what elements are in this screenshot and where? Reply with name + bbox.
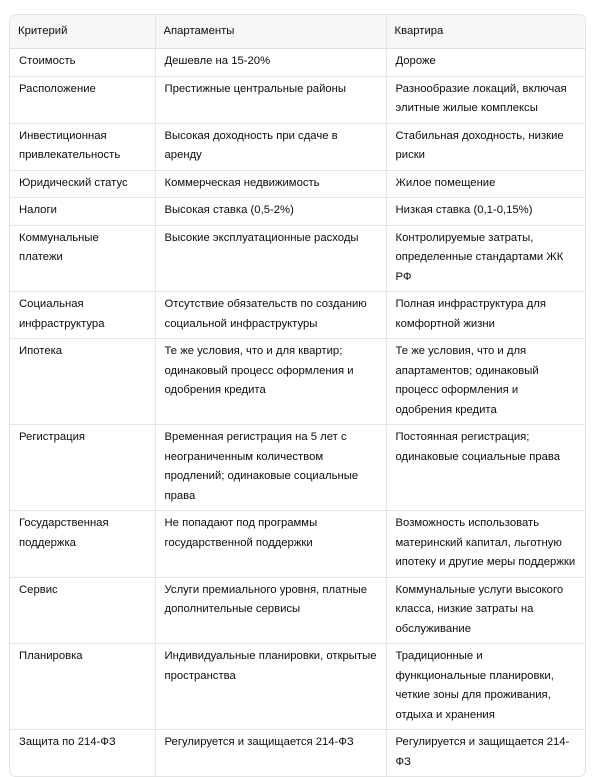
apartments-cell: Индивидуальные планировки, открытые пространства bbox=[155, 644, 386, 730]
criterion-cell: Коммунальные платежи bbox=[10, 225, 155, 292]
apartments-cell: Высокая ставка (0,5-2%) bbox=[155, 198, 386, 226]
table-row bbox=[10, 730, 585, 777]
criterion-cell: Защита по 214-ФЗ bbox=[10, 730, 155, 777]
flat-cell: Постоянная регистрация; одинаковые социальные права bbox=[386, 425, 585, 511]
criterion-cell: Налоги bbox=[10, 198, 155, 226]
criterion-cell: Стоимость bbox=[10, 49, 155, 77]
flat-cell: Низкая ставка (0,1-0,15%) bbox=[386, 198, 585, 226]
table-row bbox=[10, 339, 585, 425]
flat-cell: Те же условия, что и для апартаментов; одинаковый процесс оформления и одобрения кредита bbox=[386, 339, 585, 425]
flat-cell: Дороже bbox=[386, 49, 585, 77]
flat-cell: Коммунальные услуги высокого класса, низкие затраты на обслуживание bbox=[386, 577, 585, 644]
table-row bbox=[10, 225, 585, 292]
table-row bbox=[10, 76, 585, 123]
apartments-cell: Те же условия, что и для квартир; одинаковый процесс оформления и одобрения кредита bbox=[155, 339, 386, 425]
flat-cell: Стабильная доходность, низкие риски bbox=[386, 123, 585, 170]
flat-cell: Полная инфраструктура для комфортной жизни bbox=[386, 292, 585, 339]
apartments-cell: Высокие эксплуатационные расходы bbox=[155, 225, 386, 292]
flat-cell: Традиционные и функциональные планировки, четкие зоны для проживания, отдыха и хранения bbox=[386, 644, 585, 730]
table-row bbox=[10, 49, 585, 77]
apartments-cell: Отсутствие обязательств по созданию социальной инфраструктуры bbox=[155, 292, 386, 339]
criterion-cell: Инвестиционная привлекательность bbox=[10, 123, 155, 170]
header-flat: Квартира bbox=[386, 15, 585, 49]
table-row bbox=[10, 198, 585, 226]
flat-cell: Жилое помещение bbox=[386, 170, 585, 198]
table-row bbox=[10, 170, 585, 198]
apartments-cell: Услуги премиального уровня, платные дополнительные сервисы bbox=[155, 577, 386, 644]
criterion-cell: Планировка bbox=[10, 644, 155, 730]
table-row bbox=[10, 425, 585, 511]
apartments-cell: Коммерческая недвижимость bbox=[155, 170, 386, 198]
apartments-cell: Высокая доходность при сдаче в аренду bbox=[155, 123, 386, 170]
table-row bbox=[10, 292, 585, 339]
apartments-cell: Не попадают под программы государственной поддержки bbox=[155, 511, 386, 578]
criterion-cell: Социальная инфраструктура bbox=[10, 292, 155, 339]
table-row bbox=[10, 511, 585, 578]
apartments-cell: Престижные центральные районы bbox=[155, 76, 386, 123]
header-apartments: Апартаменты bbox=[155, 15, 386, 49]
comparison-table bbox=[10, 15, 585, 776]
apartments-cell: Временная регистрация на 5 лет с неограниченным количеством продлений; одинаковые социальные права bbox=[155, 425, 386, 511]
criterion-cell: Сервис bbox=[10, 577, 155, 644]
apartments-cell: Регулируется и защищается 214-ФЗ bbox=[155, 730, 386, 777]
criterion-cell: Ипотека bbox=[10, 339, 155, 425]
criterion-cell: Регистрация bbox=[10, 425, 155, 511]
criterion-cell: Юридический статус bbox=[10, 170, 155, 198]
apartments-cell: Дешевле на 15-20% bbox=[155, 49, 386, 77]
flat-cell: Разнообразие локаций, включая элитные жилые комплексы bbox=[386, 76, 585, 123]
table-row bbox=[10, 644, 585, 730]
table-row bbox=[10, 123, 585, 170]
criterion-cell: Государственная поддержка bbox=[10, 511, 155, 578]
table-header-row bbox=[10, 15, 585, 49]
comparison-table-container bbox=[9, 14, 586, 777]
flat-cell: Контролируемые затраты, определенные стандартами ЖК РФ bbox=[386, 225, 585, 292]
flat-cell: Возможность использовать материнский капитал, льготную ипотеку и другие меры поддержки bbox=[386, 511, 585, 578]
table-row bbox=[10, 577, 585, 644]
header-criterion: Критерий bbox=[10, 15, 155, 49]
flat-cell: Регулируется и защищается 214-ФЗ bbox=[395, 736, 570, 768]
criterion-cell: Расположение bbox=[10, 76, 155, 123]
